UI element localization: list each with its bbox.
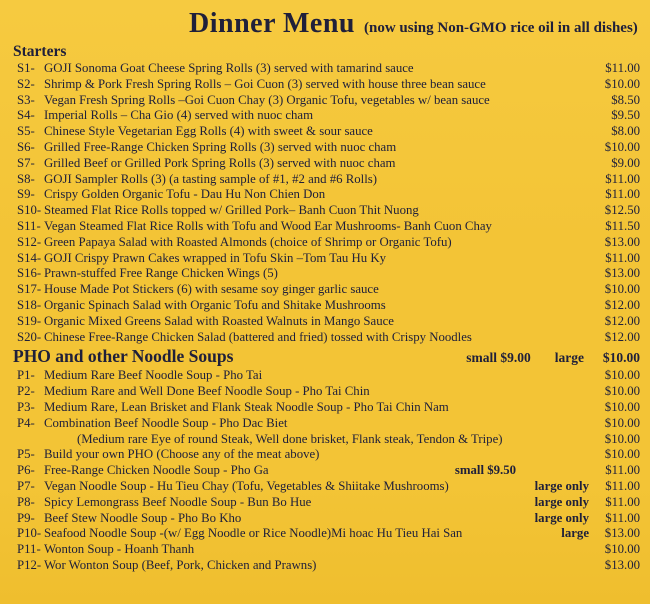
- item-description: GOJI Sonoma Goat Cheese Spring Rolls (3) served with tamarind sauce: [44, 61, 414, 75]
- item-description: (Medium rare Eye of round Steak, Well done brisket, Flank steak, Tendon & Tripe): [77, 431, 503, 446]
- item-description: Beef Stew Noodle Soup - Pho Bo Kho: [44, 510, 242, 525]
- item-code: P6-: [17, 463, 35, 478]
- menu-item: [13, 93, 640, 109]
- item-price: $13.00: [604, 234, 640, 249]
- menu-item: [13, 495, 640, 511]
- menu-item: [13, 77, 640, 93]
- item-code: P12-: [17, 557, 42, 572]
- item-price: $11.00: [605, 171, 640, 186]
- item-code: S6-: [17, 139, 35, 154]
- menu-item: [13, 526, 640, 542]
- item-price: $11.00: [605, 463, 640, 478]
- item-size-label: small $9.50: [454, 463, 516, 478]
- item-price: $11.00: [605, 187, 640, 202]
- item-price: $10.00: [604, 447, 640, 462]
- menu-item: [13, 219, 640, 235]
- section-size-large-price: $10.00: [602, 350, 640, 366]
- menu-item: [13, 61, 640, 77]
- item-price: $13.00: [604, 266, 640, 281]
- item-description: Vegan Steamed Flat Rice Rolls with Tofu and Wood Ear Mushrooms- Banh Cuon Chay: [44, 218, 492, 233]
- item-price: $10.00: [604, 431, 640, 446]
- item-description: Shrimp & Pork Fresh Spring Rolls – Goi Cuon (3) served with house three bean sauce: [44, 76, 486, 91]
- item-price: $11.00: [605, 250, 640, 265]
- item-price: $13.00: [604, 526, 640, 541]
- menu-section: [13, 345, 640, 573]
- item-description: Organic Spinach Salad with Organic Tofu and Shitake Mushrooms: [44, 297, 386, 312]
- item-price: $10.00: [604, 76, 640, 91]
- menu-item: [13, 187, 640, 203]
- item-price: $10.00: [604, 282, 640, 297]
- menu-item: [13, 330, 640, 346]
- item-code: S14-: [17, 250, 42, 265]
- item-code: S8-: [17, 171, 35, 186]
- item-description: Free-Range Chicken Noodle Soup - Pho Ga: [44, 463, 269, 478]
- item-code: P10-: [17, 526, 42, 541]
- menu-item: [13, 156, 640, 172]
- item-description: Medium Rare, Lean Brisket and Flank Steak Noodle Soup - Pho Tai Chin Nam: [44, 399, 449, 414]
- page-title: Dinner Menu: [189, 8, 355, 39]
- section-size-large-label: large: [554, 350, 584, 366]
- item-description: Chinese Free-Range Chicken Salad (battered and fried) tossed with Crispy Noodles: [44, 329, 472, 344]
- item-code: S12-: [17, 234, 42, 249]
- menu-item: [13, 203, 640, 219]
- item-code: P5-: [17, 447, 35, 462]
- item-price: $9.50: [611, 108, 640, 123]
- menu-item: [13, 314, 640, 330]
- item-description: Combination Beef Noodle Soup - Pho Dac Biet: [44, 415, 288, 430]
- item-description: GOJI Crispy Prawn Cakes wrapped in Tofu Skin –Tom Tau Hu Ky: [44, 250, 386, 265]
- item-code: P11-: [17, 542, 41, 557]
- item-code: S5-: [17, 124, 35, 139]
- item-code: S19-: [17, 313, 42, 328]
- item-description: Prawn-stuffed Free Range Chicken Wings (5): [44, 266, 278, 281]
- menu-item: [13, 447, 640, 463]
- item-code: P4-: [17, 415, 35, 430]
- item-price: $10.00: [604, 415, 640, 430]
- item-code: S20-: [17, 329, 42, 344]
- item-price: $11.00: [605, 510, 640, 525]
- item-price: $10.00: [604, 368, 640, 383]
- item-description: Vegan Fresh Spring Rolls –Goi Cuon Chay (3) Organic Tofu, vegetables w/ bean sauce: [44, 92, 490, 107]
- item-price: $8.00: [611, 124, 640, 139]
- item-description: Imperial Rolls – Cha Gio (4) served with nuoc cham: [44, 108, 314, 123]
- section-header-row: [13, 42, 640, 61]
- menu-item: [13, 511, 640, 527]
- menu-item: [13, 384, 640, 400]
- item-price: $9.00: [611, 155, 640, 170]
- item-description: Organic Mixed Greens Salad with Roasted Walnuts in Mango Sauce: [44, 313, 394, 328]
- item-size-label: large only: [534, 510, 589, 525]
- item-description: Build your own PHO (Choose any of the meat above): [44, 447, 320, 462]
- item-price: $11.00: [605, 61, 640, 75]
- item-description: House Made Pot Stickers (6) with sesame soy ginger garlic sauce: [44, 282, 379, 297]
- item-code: S4-: [17, 108, 35, 123]
- item-price: $10.00: [604, 542, 640, 557]
- section-size-small-label: small $9.00: [466, 350, 531, 366]
- item-code: S7-: [17, 155, 35, 170]
- item-code: P1-: [17, 368, 35, 383]
- section-header-row: [13, 345, 640, 368]
- item-price: $8.50: [611, 92, 640, 107]
- item-description: Seafood Noodle Soup -(w/ Egg Noodle or Rice Noodle)Mi hoac Hu Tieu Hai San: [44, 526, 463, 541]
- item-price: $13.00: [604, 557, 640, 572]
- item-price: $12.00: [604, 313, 640, 328]
- item-description: Chinese Style Vegetarian Egg Rolls (4) with sweet & sour sauce: [44, 124, 373, 139]
- item-code: P8-: [17, 494, 35, 509]
- item-price: $12.00: [604, 329, 640, 344]
- menu-item: [13, 542, 640, 558]
- item-code: S17-: [17, 282, 42, 297]
- menu-sections: [13, 42, 640, 574]
- item-code: S3-: [17, 92, 35, 107]
- item-code: S11-: [17, 218, 41, 233]
- menu-section: [13, 42, 640, 345]
- menu-item: [13, 108, 640, 124]
- item-description: GOJI Sampler Rolls (3) (a tasting sample of #1, #2 and #6 Rolls): [44, 171, 378, 186]
- item-price: $12.50: [604, 203, 640, 218]
- menu-item: [13, 235, 640, 251]
- menu-item: [13, 124, 640, 140]
- item-price: $11.00: [605, 478, 640, 493]
- menu-item: [13, 432, 640, 448]
- item-code: P7-: [17, 478, 35, 493]
- item-size-label: large only: [534, 478, 589, 493]
- menu-item: [13, 463, 640, 479]
- item-code: P2-: [17, 384, 35, 399]
- item-price: $12.00: [604, 297, 640, 312]
- item-code: S10-: [17, 203, 42, 218]
- menu-item: [13, 251, 640, 267]
- item-description: Vegan Noodle Soup - Hu Tieu Chay (Tofu, Vegetables & Shiitake Mushrooms): [44, 478, 449, 493]
- item-code: S9-: [17, 187, 35, 202]
- menu-item: [13, 400, 640, 416]
- item-description: Medium Rare Beef Noodle Soup - Pho Tai: [44, 368, 263, 383]
- item-description: Crispy Golden Organic Tofu - Dau Hu Non Chien Don: [44, 187, 326, 202]
- item-code: S16-: [17, 266, 42, 281]
- menu-item: [13, 266, 640, 282]
- item-description: Grilled Free-Range Chicken Spring Rolls (3) served with nuoc cham: [44, 139, 397, 154]
- item-price: $10.00: [604, 139, 640, 154]
- item-description: Green Papaya Salad with Roasted Almonds (choice of Shrimp or Organic Tofu): [44, 234, 452, 249]
- item-description: Spicy Lemongrass Beef Noodle Soup - Bun Bo Hue: [44, 494, 312, 509]
- menu-item: [13, 479, 640, 495]
- item-price: $11.00: [605, 494, 640, 509]
- item-code: S18-: [17, 297, 42, 312]
- section-heading: Starters: [13, 43, 67, 60]
- menu-item: [13, 172, 640, 188]
- item-description: Wor Wonton Soup (Beef, Pork, Chicken and Prawns): [44, 557, 317, 572]
- item-code: S1-: [17, 61, 35, 75]
- title-note: (now using Non-GMO rice oil in all dishes): [364, 20, 638, 36]
- item-description: Steamed Flat Rice Rolls topped w/ Grilled Pork– Banh Cuon Thit Nuong: [44, 203, 419, 218]
- item-description: Grilled Beef or Grilled Pork Spring Rolls (3) served with nuoc cham: [44, 155, 396, 170]
- section-heading: PHO and other Noodle Soups: [13, 346, 234, 367]
- item-price: $11.50: [605, 218, 640, 233]
- item-code: P9-: [17, 510, 35, 525]
- item-price: $10.00: [604, 399, 640, 414]
- item-code: P3-: [17, 399, 35, 414]
- menu-item: [13, 368, 640, 384]
- menu-item: [13, 416, 640, 432]
- menu-item: [13, 282, 640, 298]
- item-code: S2-: [17, 76, 35, 91]
- item-size-label: large: [561, 526, 589, 541]
- item-description: Medium Rare and Well Done Beef Noodle Soup - Pho Tai Chin: [44, 384, 370, 399]
- item-description: Wonton Soup - Hoanh Thanh: [44, 542, 195, 557]
- item-size-label: large only: [534, 494, 589, 509]
- item-price: $10.00: [604, 384, 640, 399]
- menu-item: [13, 140, 640, 156]
- menu-item: [13, 558, 640, 574]
- menu-header: [189, 8, 640, 40]
- menu-item: [13, 298, 640, 314]
